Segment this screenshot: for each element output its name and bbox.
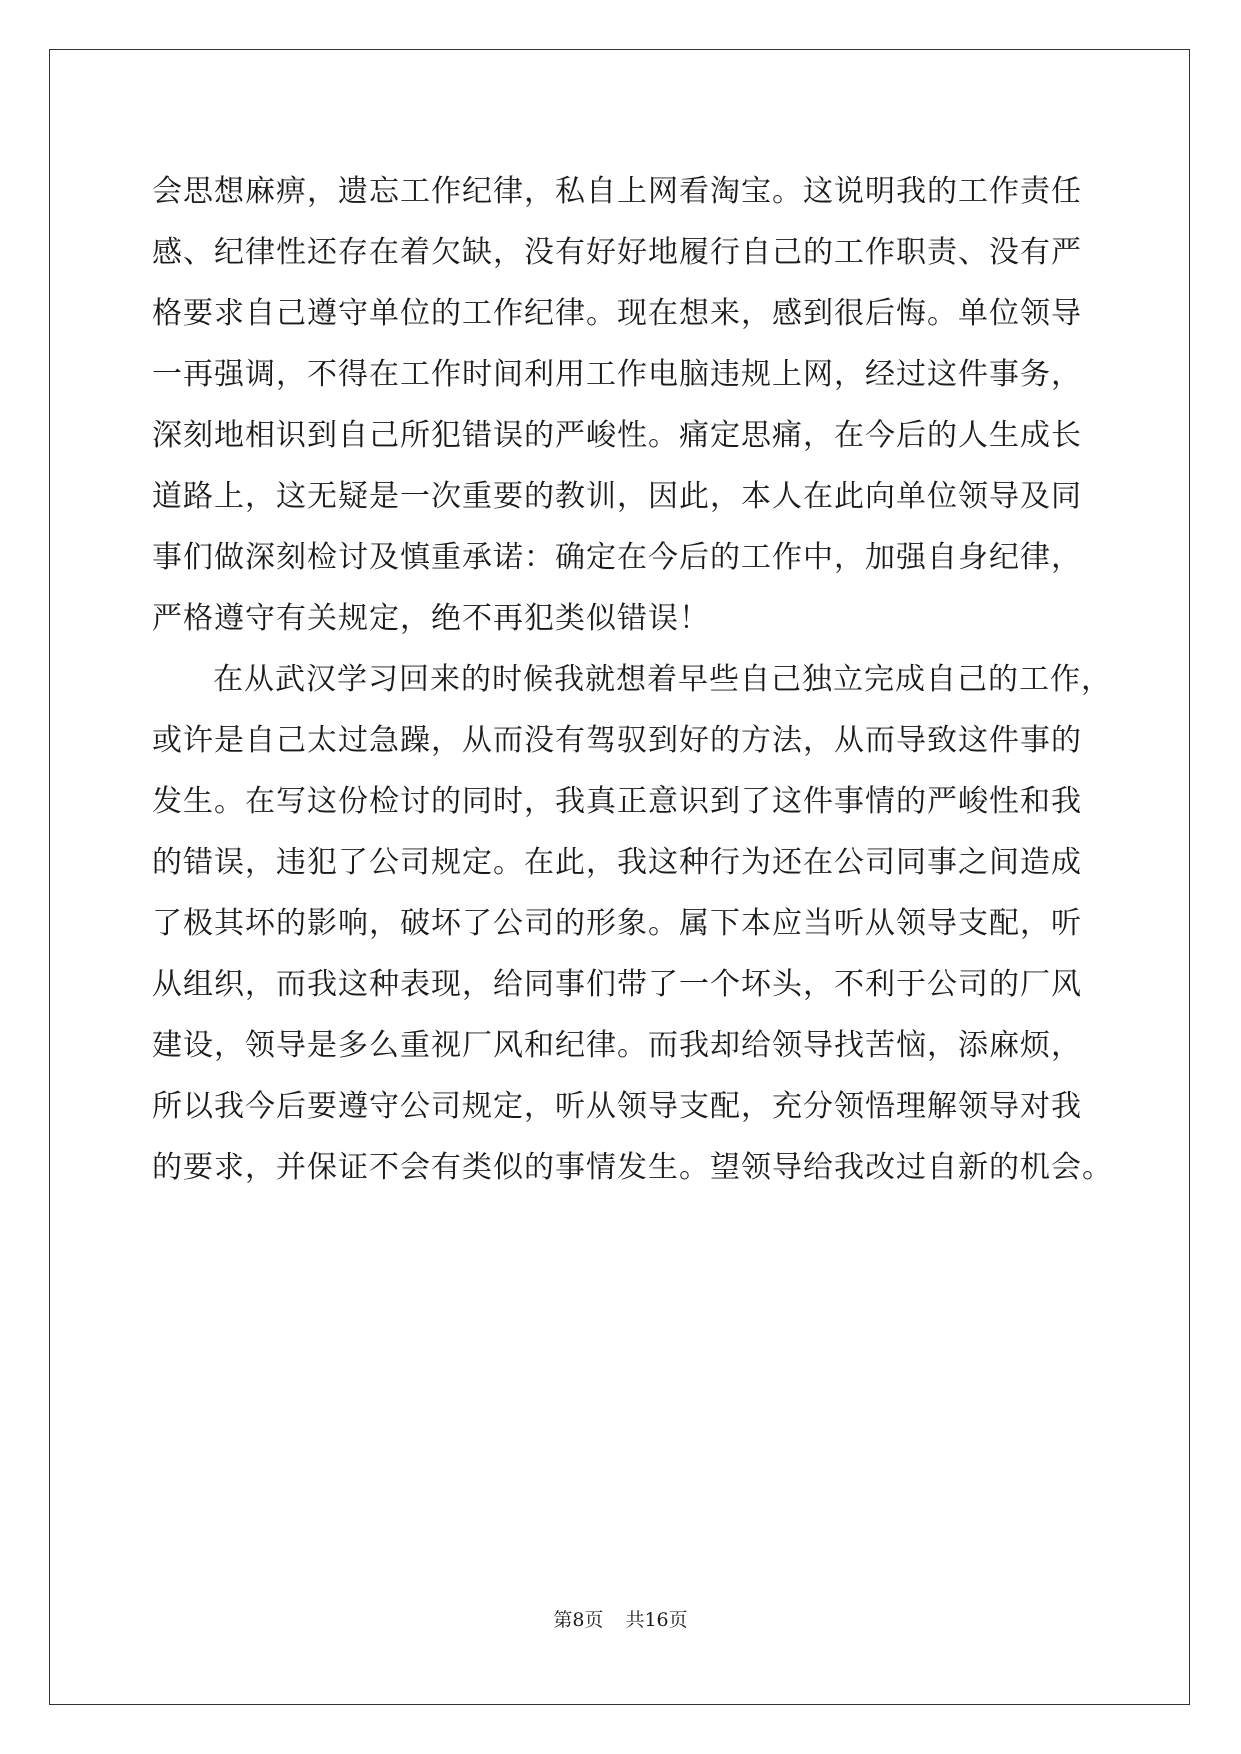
text-line: 的要求，并保证不会有类似的事情发生。望领导给我改过自新的机会。: [152, 1150, 1113, 1185]
page-total: 共16页: [625, 1609, 688, 1631]
text-line: 建设，领导是多么重视厂风和纪律。而我却给领导找苦恼，添麻烦，: [152, 1028, 1082, 1063]
text-line: 或许是自己太过急躁，从而没有驾驭到好的方法，从而导致这件事的: [152, 723, 1082, 758]
text-line: 道路上，这无疑是一次重要的教训，因此，本人在此向单位领导及同: [152, 479, 1082, 514]
document-body: [152, 161, 1113, 1198]
text-line: 了极其坏的影响，破坏了公司的形象。属下本应当听从领导支配，听: [152, 906, 1082, 941]
page-footer: [0, 1608, 1241, 1632]
text-line: 所以我今后要遵守公司规定，听从领导支配，充分领悟理解领导对我: [152, 1089, 1082, 1124]
text-line: 格要求自己遵守单位的工作纪律。现在想来，感到很后悔。单位领导: [152, 296, 1082, 331]
text-line: 一再强调，不得在工作时间利用工作电脑违规上网，经过这件事务，: [152, 357, 1082, 392]
text-line: 深刻地相识到自己所犯错误的严峻性。痛定思痛，在今后的人生成长: [152, 418, 1082, 453]
text-line: 感、纪律性还存在着欠缺，没有好好地履行自己的工作职责、没有严: [152, 235, 1082, 270]
page-number: 第8页: [553, 1609, 604, 1631]
text-line: 在从武汉学习回来的时候我就想着早些自己独立完成自己的工作，: [213, 662, 1112, 697]
text-line: 事们做深刻检讨及慎重承诺：确定在今后的工作中，加强自身纪律，: [152, 540, 1082, 575]
text-line: 会思想麻痹，遗忘工作纪律，私自上网看淘宝。这说明我的工作责任: [152, 174, 1082, 209]
text-line: 的错误，违犯了公司规定。在此，我这种行为还在公司同事之间造成: [152, 845, 1082, 880]
text-line: 从组织，而我这种表现，给同事们带了一个坏头，不利于公司的厂风: [152, 967, 1082, 1002]
text-line: 发生。在写这份检讨的同时，我真正意识到了这件事情的严峻性和我: [152, 784, 1082, 819]
text-line: 严格遵守有关规定，绝不再犯类似错误！: [152, 601, 710, 636]
